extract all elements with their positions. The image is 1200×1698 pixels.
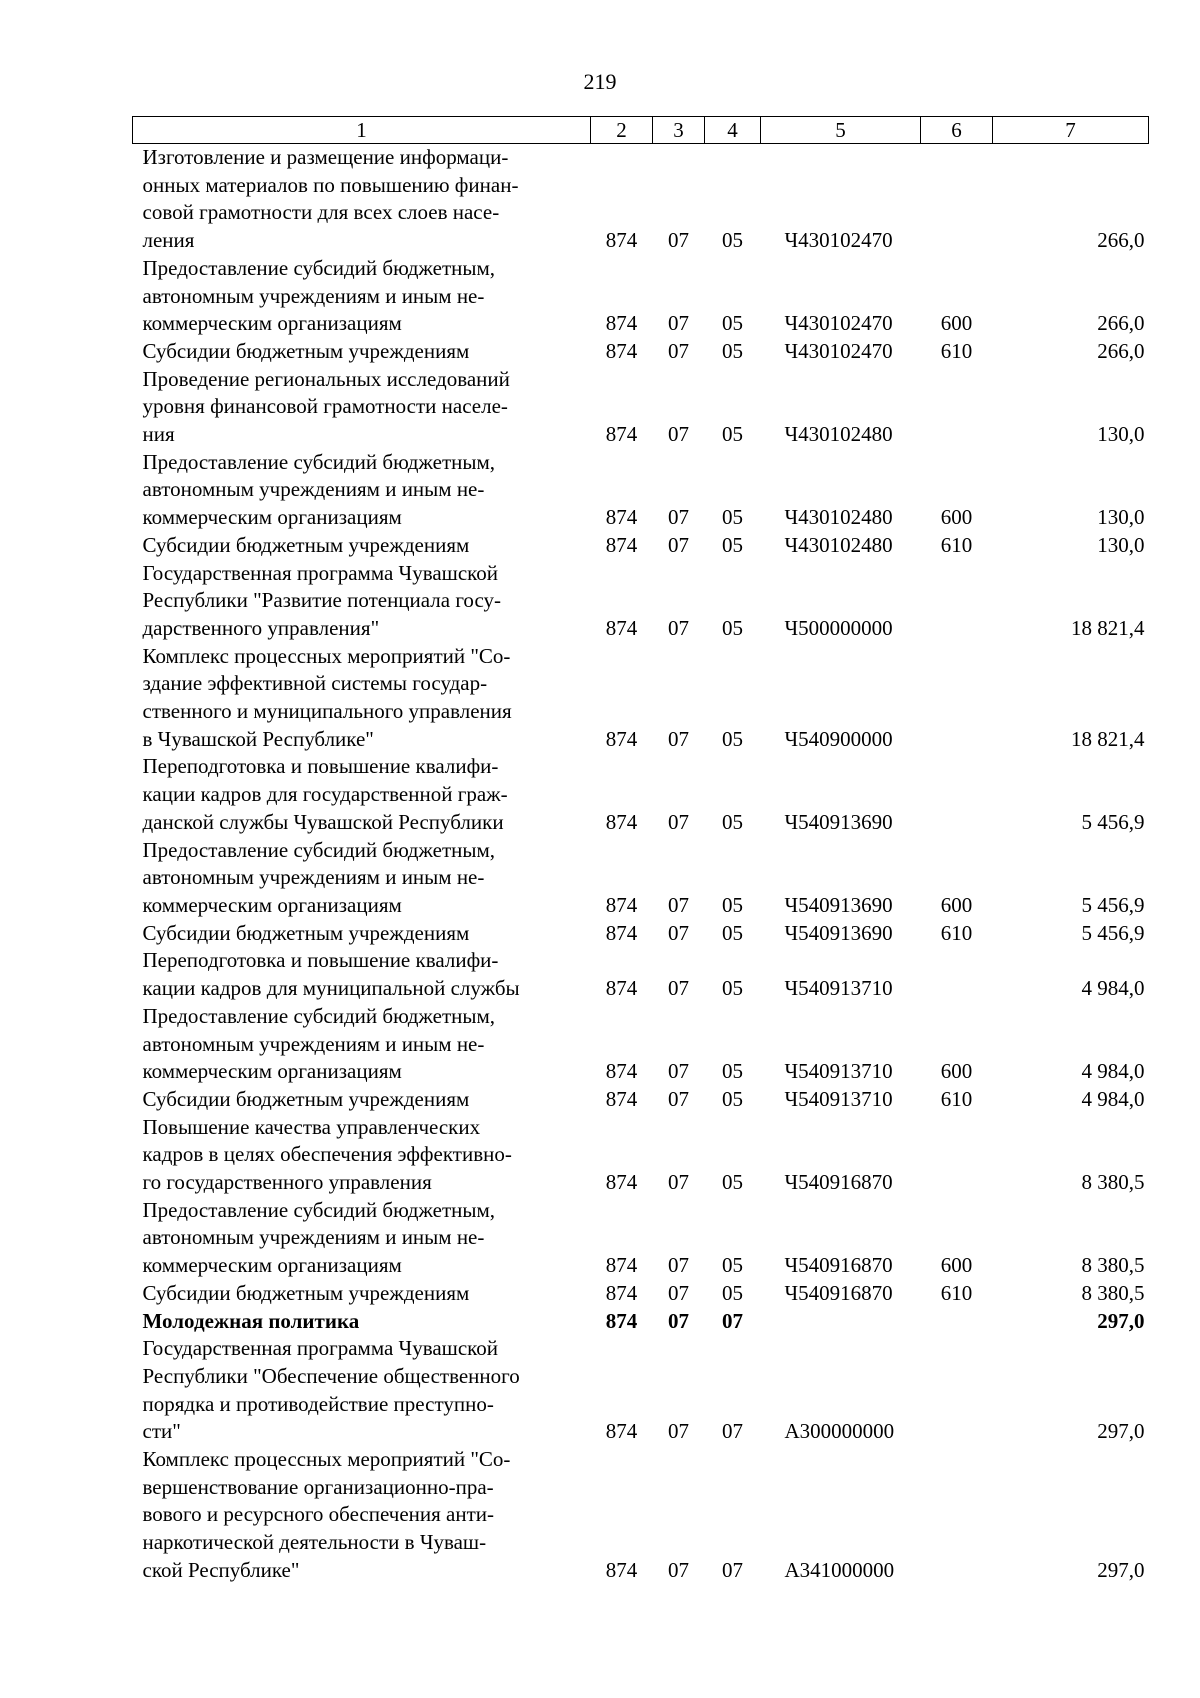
row-description: Проведение региональных исследований уровня финансовой грамотности населе- ния xyxy=(142,366,510,447)
row-target-article: Ч540900000 xyxy=(784,726,893,751)
row-amount: 297,0 xyxy=(1097,1557,1145,1582)
row-description: Предоставление субсидий бюджетным, автономным учреждениям и иным не- коммерческим организациям xyxy=(142,449,496,530)
row-ministry-code: 874 xyxy=(605,311,638,336)
row-ministry-code: 874 xyxy=(605,1086,638,1111)
row-expense-type xyxy=(921,947,993,1002)
row-subsection-code: 05 xyxy=(722,892,743,917)
row-description: Повышение качества управленческих кадров в целях обеспечения эффективно- го государственного управления xyxy=(142,1114,512,1195)
row-section-code: 07 xyxy=(668,532,689,557)
row-expense-type xyxy=(921,560,993,643)
row-expense-type xyxy=(921,753,993,836)
row-ministry-code: 874 xyxy=(605,1280,638,1305)
row-section-code: 07 xyxy=(668,228,689,253)
row-section-code: 07 xyxy=(668,1308,689,1333)
row-expense-type: 610 xyxy=(940,1086,973,1111)
row-ministry-code: 874 xyxy=(605,228,638,253)
row-amount: 5 456,9 xyxy=(1081,920,1145,945)
row-subsection-code: 05 xyxy=(722,505,743,530)
row-ministry-code: 874 xyxy=(605,726,638,751)
row-subsection-code: 07 xyxy=(722,1557,743,1582)
row-expense-type: 600 xyxy=(940,311,973,336)
row-section-code: 07 xyxy=(668,976,689,1001)
row-section-code: 07 xyxy=(668,726,689,751)
row-expense-type: 610 xyxy=(940,920,973,945)
row-amount: 4 984,0 xyxy=(1081,1059,1145,1084)
row-subsection-code: 05 xyxy=(722,228,743,253)
table-row xyxy=(133,255,1149,338)
row-description: Субсидии бюджетным учреждениям xyxy=(142,1280,470,1305)
row-target-article: Ч540916870 xyxy=(784,1253,893,1278)
row-expense-type xyxy=(921,144,993,255)
row-target-article: Ч430102470 xyxy=(784,338,893,363)
header-col-3: 3 xyxy=(653,117,705,144)
row-section-code: 07 xyxy=(668,422,689,447)
row-subsection-code: 05 xyxy=(722,920,743,945)
row-expense-type xyxy=(921,366,993,449)
header-col-7: 7 xyxy=(993,117,1149,144)
row-target-article: Ч430102480 xyxy=(784,422,893,447)
row-subsection-code: 05 xyxy=(722,976,743,1001)
row-ministry-code: 874 xyxy=(605,1308,638,1333)
row-description: Комплекс процессных мероприятий "Со- здание эффективной системы государ- ственного и муниципального управления в Чувашской Республике" xyxy=(142,643,512,751)
table-row xyxy=(133,144,1149,255)
row-amount: 4 984,0 xyxy=(1081,976,1145,1001)
row-section-code: 07 xyxy=(668,892,689,917)
header-col-4: 4 xyxy=(705,117,761,144)
row-subsection-code: 05 xyxy=(722,1253,743,1278)
row-expense-type: 600 xyxy=(940,505,973,530)
table-row xyxy=(133,1280,1149,1308)
table-row xyxy=(133,837,1149,920)
row-ministry-code: 874 xyxy=(605,1253,638,1278)
table-row xyxy=(133,449,1149,532)
row-subsection-code: 05 xyxy=(722,338,743,363)
row-target-article: Ч540916870 xyxy=(784,1280,893,1305)
row-amount: 8 380,5 xyxy=(1081,1280,1145,1305)
row-target-article: Ч540913690 xyxy=(784,809,893,834)
row-amount: 8 380,5 xyxy=(1081,1253,1145,1278)
table-row xyxy=(133,366,1149,449)
row-description: Предоставление субсидий бюджетным, автономным учреждениям и иным не- коммерческим организациям xyxy=(142,1003,496,1084)
row-subsection-code: 05 xyxy=(722,422,743,447)
row-target-article: Ч500000000 xyxy=(784,615,893,640)
row-subsection-code: 07 xyxy=(722,1419,743,1444)
row-subsection-code: 07 xyxy=(722,1308,743,1333)
row-subsection-code: 05 xyxy=(722,1059,743,1084)
page-number: 219 xyxy=(583,69,617,94)
row-description: Субсидии бюджетным учреждениям xyxy=(142,338,470,363)
row-amount: 5 456,9 xyxy=(1081,809,1145,834)
row-amount: 18 821,4 xyxy=(1071,726,1145,751)
row-ministry-code: 874 xyxy=(605,615,638,640)
table-row xyxy=(133,1308,1149,1336)
row-ministry-code: 874 xyxy=(605,920,638,945)
row-ministry-code: 874 xyxy=(605,1170,638,1195)
row-expense-type: 610 xyxy=(940,338,973,363)
row-ministry-code: 874 xyxy=(605,1419,638,1444)
table-row xyxy=(133,532,1149,560)
row-amount: 266,0 xyxy=(1097,311,1145,336)
header-col-6: 6 xyxy=(921,117,993,144)
header-col-5: 5 xyxy=(761,117,921,144)
row-target-article: А300000000 xyxy=(784,1419,895,1444)
row-amount: 266,0 xyxy=(1097,228,1145,253)
row-target-article: Ч540913710 xyxy=(784,1086,893,1111)
header-col-2: 2 xyxy=(591,117,653,144)
budget-table xyxy=(132,116,1149,1585)
row-section-code: 07 xyxy=(668,311,689,336)
row-target-article: Ч430102480 xyxy=(784,532,893,557)
row-section-code: 07 xyxy=(668,1086,689,1111)
row-amount: 297,0 xyxy=(1097,1308,1145,1333)
row-section-code: 07 xyxy=(668,1280,689,1305)
row-description: Субсидии бюджетным учреждениям xyxy=(142,532,470,557)
row-subsection-code: 05 xyxy=(722,532,743,557)
row-target-article: Ч540913710 xyxy=(784,976,893,1001)
row-expense-type: 600 xyxy=(940,892,973,917)
row-description: Предоставление субсидий бюджетным, автономным учреждениям и иным не- коммерческим организациям xyxy=(142,255,496,336)
row-amount: 130,0 xyxy=(1097,505,1145,530)
row-subsection-code: 05 xyxy=(722,311,743,336)
row-subsection-code: 05 xyxy=(722,615,743,640)
row-subsection-code: 05 xyxy=(722,726,743,751)
row-expense-type: 610 xyxy=(940,1280,973,1305)
row-amount: 297,0 xyxy=(1097,1419,1145,1444)
row-target-article: А341000000 xyxy=(784,1557,895,1582)
row-description: Молодежная политика xyxy=(142,1308,360,1333)
row-target-article: Ч540913690 xyxy=(784,920,893,945)
row-ministry-code: 874 xyxy=(605,532,638,557)
row-ministry-code: 874 xyxy=(605,1557,638,1582)
row-target-article xyxy=(761,1308,921,1336)
row-section-code: 07 xyxy=(668,1557,689,1582)
row-section-code: 07 xyxy=(668,505,689,530)
row-expense-type: 610 xyxy=(940,532,973,557)
row-subsection-code: 05 xyxy=(722,1280,743,1305)
row-subsection-code: 05 xyxy=(722,1086,743,1111)
table-row xyxy=(133,1114,1149,1197)
row-ministry-code: 874 xyxy=(605,338,638,363)
row-expense-type xyxy=(921,1308,993,1336)
row-description: Субсидии бюджетным учреждениям xyxy=(142,1086,470,1111)
row-section-code: 07 xyxy=(668,1253,689,1278)
row-target-article: Ч430102480 xyxy=(784,505,893,530)
row-ministry-code: 874 xyxy=(605,809,638,834)
table-row xyxy=(133,753,1149,836)
row-amount: 266,0 xyxy=(1097,338,1145,363)
row-expense-type: 600 xyxy=(940,1059,973,1084)
row-expense-type: 600 xyxy=(940,1253,973,1278)
row-section-code: 07 xyxy=(668,920,689,945)
table-body xyxy=(133,144,1149,1585)
row-target-article: Ч430102470 xyxy=(784,228,893,253)
row-ministry-code: 874 xyxy=(605,892,638,917)
row-target-article: Ч540913690 xyxy=(784,892,893,917)
table-row xyxy=(133,643,1149,754)
row-description: Изготовление и размещение информаци- онных материалов по повышению финан- совой грамотности для всех слоев насе- ления xyxy=(142,145,519,253)
row-amount: 5 456,9 xyxy=(1081,892,1145,917)
row-expense-type xyxy=(921,1114,993,1197)
row-ministry-code: 874 xyxy=(605,1059,638,1084)
table-row xyxy=(133,1446,1149,1585)
row-section-code: 07 xyxy=(668,615,689,640)
header-row xyxy=(133,117,1149,144)
row-description: Предоставление субсидий бюджетным, автономным учреждениям и иным не- коммерческим организациям xyxy=(142,837,496,917)
row-description: Государственная программа Чувашской Республики "Развитие потенциала госу- дарственного управления" xyxy=(142,560,501,640)
row-amount: 8 380,5 xyxy=(1081,1170,1145,1195)
row-target-article: Ч540913710 xyxy=(784,1059,893,1084)
row-section-code: 07 xyxy=(668,809,689,834)
table-row xyxy=(133,920,1149,948)
row-ministry-code: 874 xyxy=(605,505,638,530)
header-col-1: 1 xyxy=(133,117,591,144)
table-row xyxy=(133,338,1149,366)
table-row xyxy=(133,560,1149,643)
row-description: Государственная программа Чувашской Республики "Обеспечение общественного порядка и противодействие преступно- сти" xyxy=(142,1336,520,1444)
table-row xyxy=(133,1335,1149,1446)
row-subsection-code: 05 xyxy=(722,809,743,834)
row-section-code: 07 xyxy=(668,338,689,363)
table-header xyxy=(133,117,1149,144)
row-amount: 130,0 xyxy=(1097,422,1145,447)
row-subsection-code: 05 xyxy=(722,1170,743,1195)
row-target-article: Ч540916870 xyxy=(784,1170,893,1195)
row-target-article: Ч430102470 xyxy=(784,311,893,336)
row-section-code: 07 xyxy=(668,1059,689,1084)
row-description: Субсидии бюджетным учреждениям xyxy=(142,920,470,945)
table-row xyxy=(133,1086,1149,1114)
row-amount: 18 821,4 xyxy=(1071,615,1145,640)
row-expense-type xyxy=(921,1335,993,1446)
table-row xyxy=(133,1003,1149,1086)
table-row xyxy=(133,947,1149,1002)
row-amount: 4 984,0 xyxy=(1081,1086,1145,1111)
row-expense-type xyxy=(921,643,993,754)
row-expense-type xyxy=(921,1446,993,1585)
row-description: Предоставление субсидий бюджетным, автономным учреждениям и иным не- коммерческим организациям xyxy=(142,1197,496,1278)
row-description: Переподготовка и повышение квалифи- кации кадров для муниципальной службы xyxy=(142,948,520,1001)
row-ministry-code: 874 xyxy=(605,976,638,1001)
row-section-code: 07 xyxy=(668,1419,689,1444)
row-amount: 130,0 xyxy=(1097,532,1145,557)
row-section-code: 07 xyxy=(668,1170,689,1195)
row-ministry-code: 874 xyxy=(605,422,638,447)
row-description: Переподготовка и повышение квалифи- кации кадров для государственной граж- данской службы Чувашской Республики xyxy=(142,754,508,834)
table-row xyxy=(133,1197,1149,1280)
row-description: Комплекс процессных мероприятий "Со- вершенствование организационно-пра- вового и ресурсного обеспечения анти- наркотической деятельности в Чуваш- ской Республике" xyxy=(142,1447,511,1582)
